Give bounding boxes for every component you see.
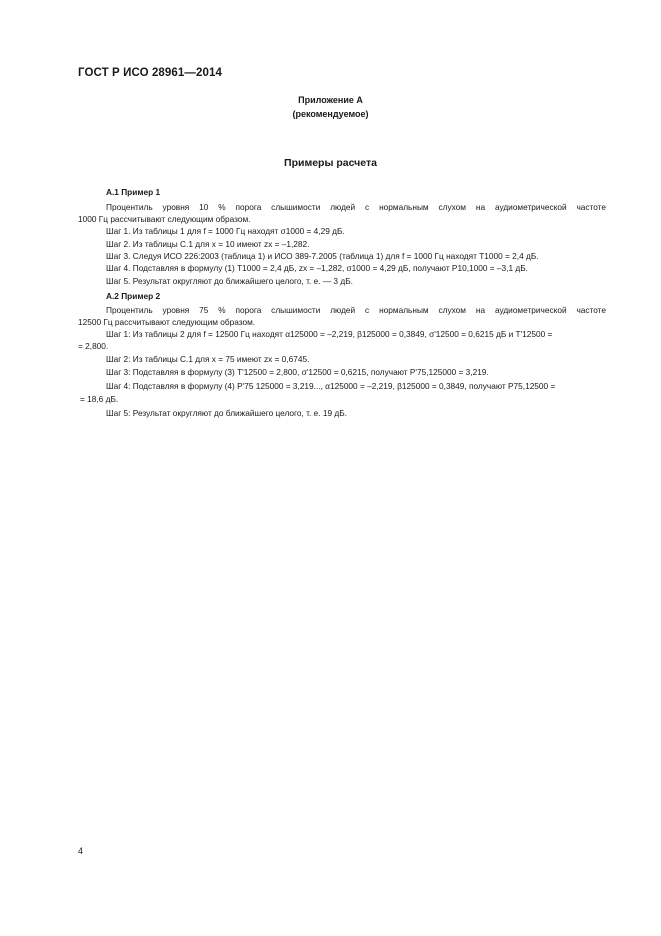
document-header: ГОСТ Р ИСО 28961—2014	[78, 67, 223, 79]
example2-intro-line1: Процентиль уровня 75 % порога слышимости людей с нормальным слухом на аудиометрической частоте	[106, 305, 606, 315]
example2-intro-line2: 12500 Гц рассчитывают следующим образом.	[78, 317, 256, 327]
example2-heading: А.2 Пример 2	[106, 291, 161, 301]
example2-step1-cont: = 2,800.	[78, 341, 109, 351]
example1-intro-line1: Процентиль уровня 10 % порога слышимости людей с нормальным слухом на аудиометрической частоте	[106, 202, 606, 212]
section-title: Примеры расчета	[284, 157, 377, 169]
page-number: 4	[78, 846, 84, 856]
example1-step4: Шаг 4. Подставляя в формулу (1) T1000 = 2,4 дБ, zx = –1,282, σ1000 = 4,29 дБ, получают P10,1000 = –3,1 дБ.	[106, 263, 528, 273]
annex-status: (рекомендуемое)	[292, 109, 369, 119]
example2-step4: Шаг 4: Подставляя в формулу (4) P'75 125000 = 3,219..., α125000 = –2,219, β125000 = 0,3849, получают P75,12500 =	[106, 381, 556, 391]
example2-step3: Шаг 3: Подставляя в формулу (3) T'12500 = 2,800, σ'12500 = 0,6215, получают P'75,125000 = 3,219.	[106, 367, 489, 377]
example1-step5: Шаг 5. Результат округляют до ближайшего целого, т. е. — 3 дБ.	[106, 276, 353, 286]
example1-intro-line2: 1000 Гц рассчитывают следующим образом.	[78, 214, 251, 224]
example2-step5: Шаг 5: Результат округляют до ближайшего целого, т. е. 19 дБ.	[106, 408, 347, 418]
example2-step4-cont: = 18,6 дБ.	[80, 394, 119, 404]
example2-step2: Шаг 2: Из таблицы С.1 для x = 75 имеют zx = 0,6745.	[106, 354, 310, 364]
example1-heading: А.1 Пример 1	[106, 187, 161, 197]
example2-step1: Шаг 1: Из таблицы 2 для f = 12500 Гц находят α125000 = –2,219, β125000 = 0,3849, σ'12500 = 0,6215 дБ и T'12500 =	[106, 329, 553, 339]
example1-step1: Шаг 1. Из таблицы 1 для f = 1000 Гц находят σ1000 = 4,29 дБ.	[106, 226, 345, 236]
example1-step3: Шаг 3. Следуя ИСО 226:2003 (таблица 1) и ИСО 389-7.2005 (таблица 1) для f = 1000 Гц находят T1000 = 2,4 дБ.	[106, 251, 539, 261]
annex-title: Приложение А	[298, 95, 363, 105]
example1-step2: Шаг 2. Из таблицы С.1 для x = 10 имеют zx = –1,282.	[106, 239, 310, 249]
